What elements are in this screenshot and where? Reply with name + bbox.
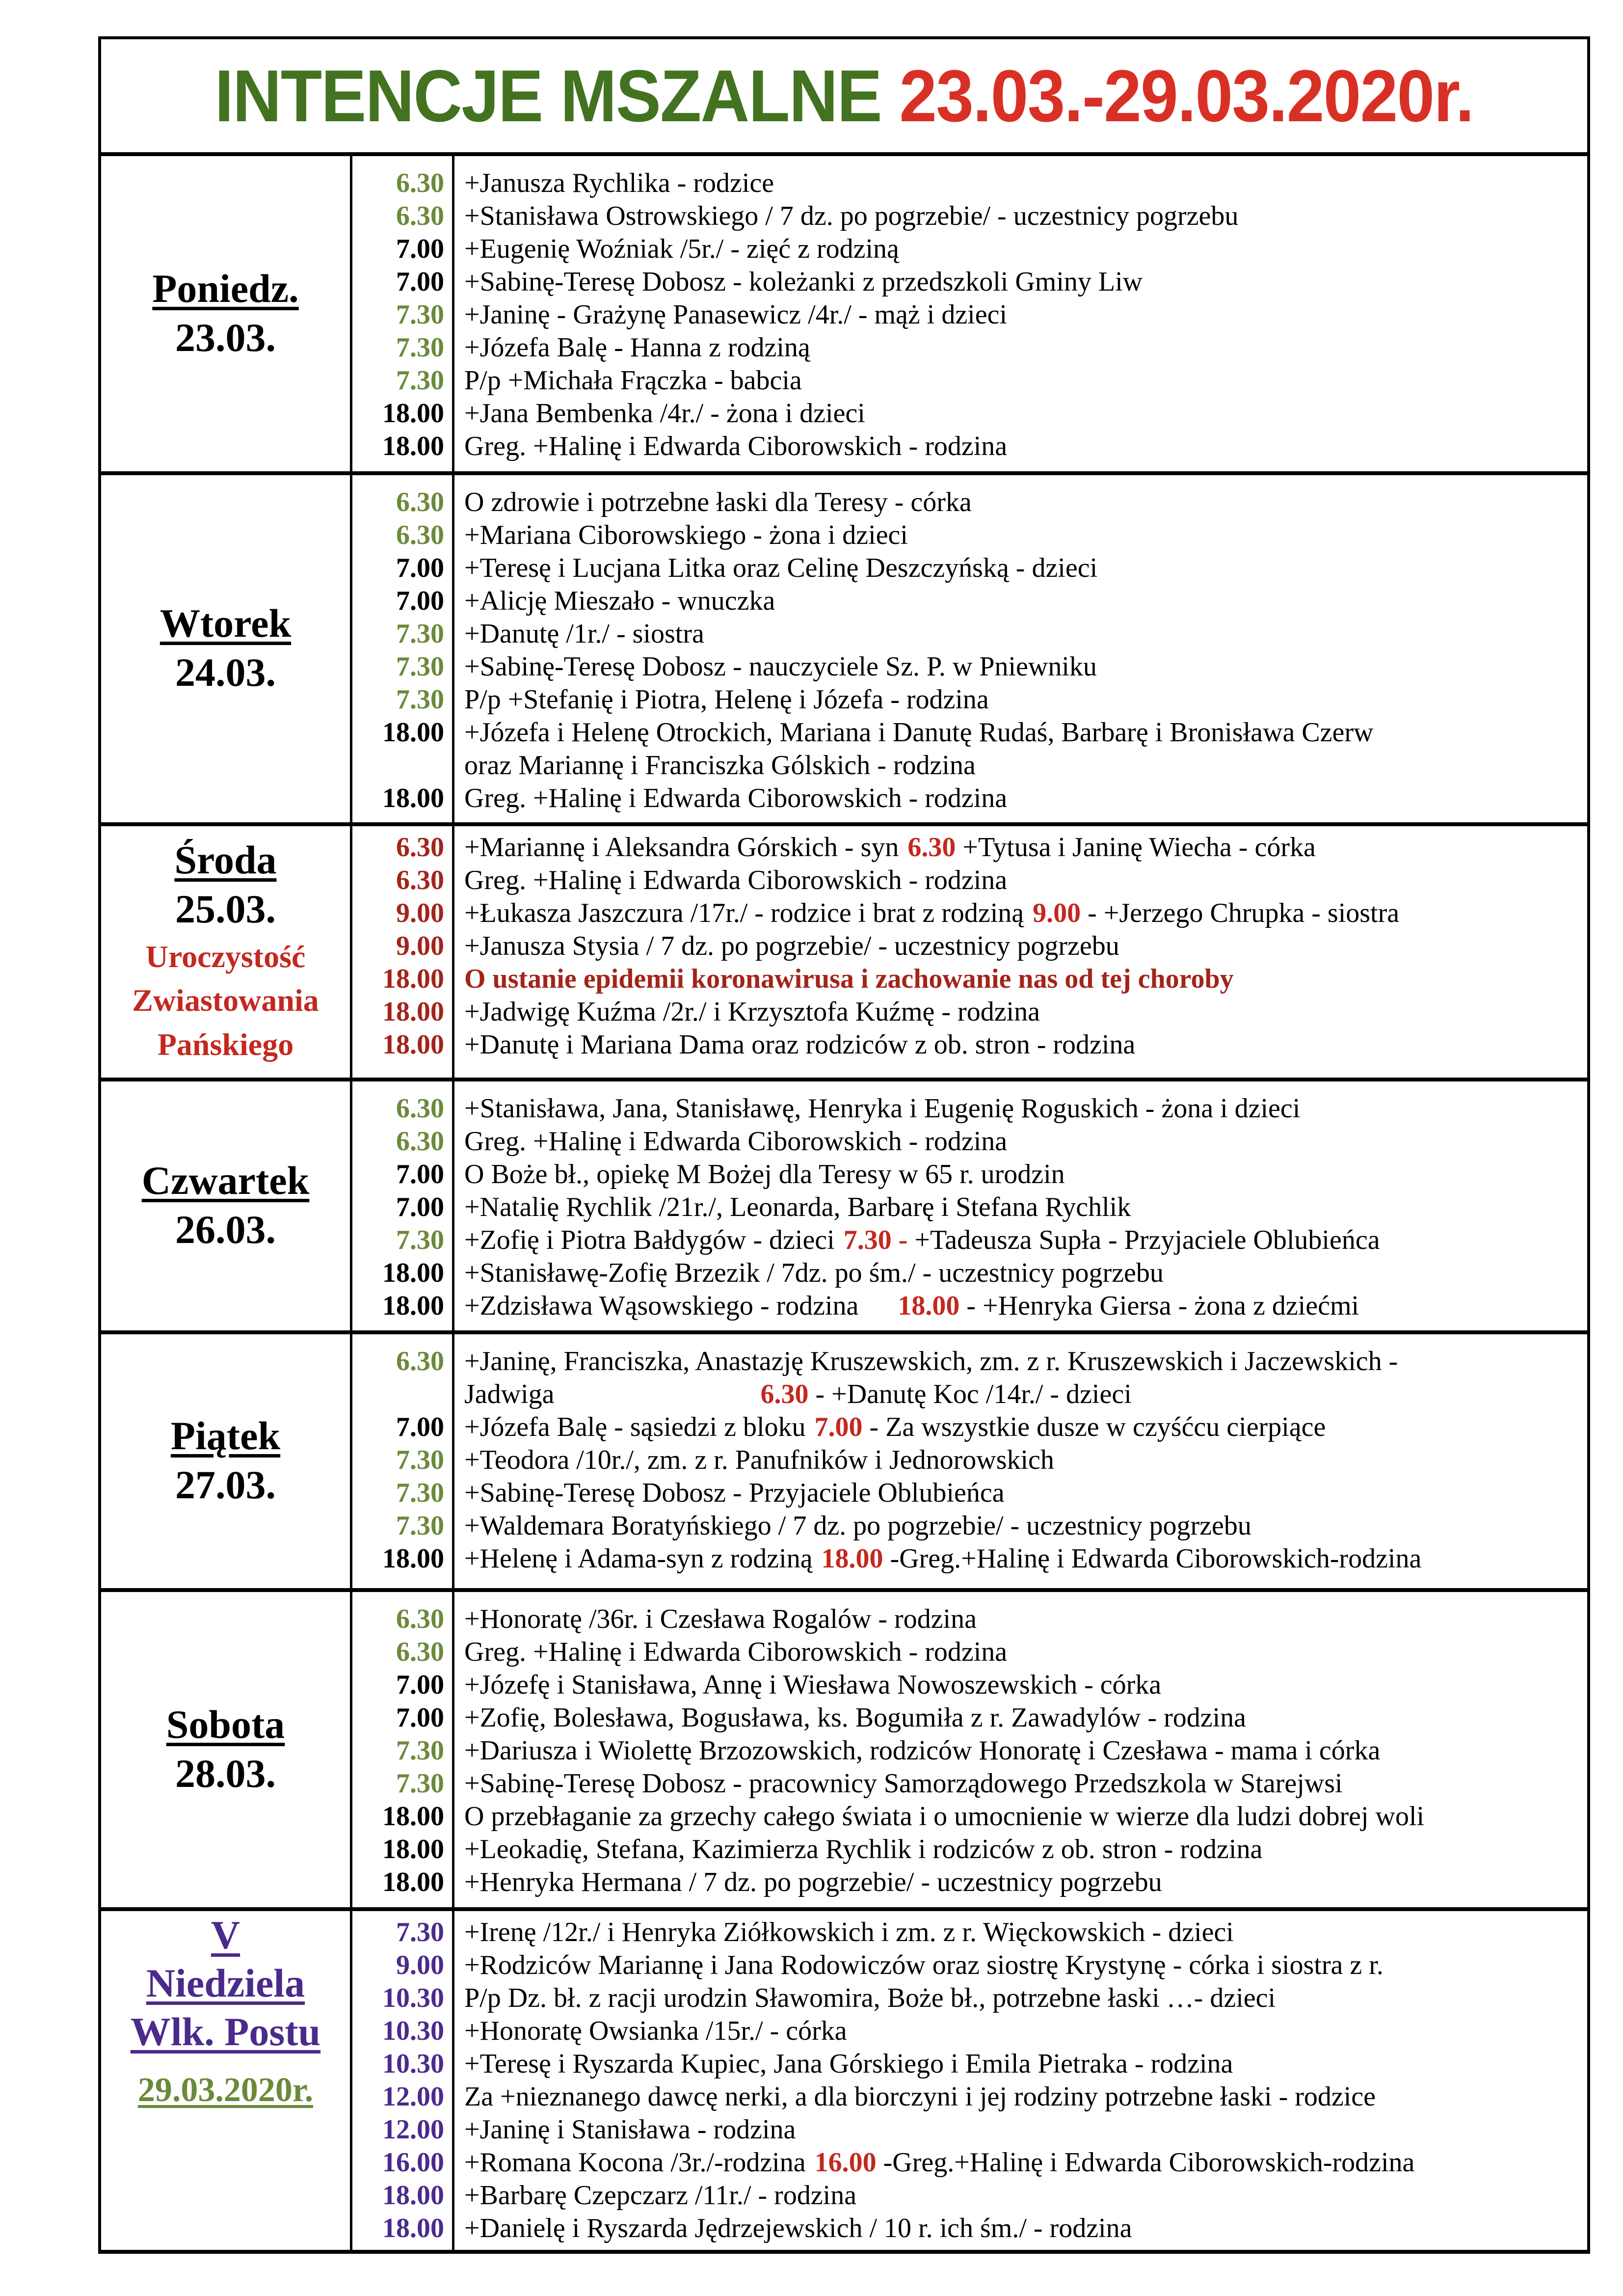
intention-line bbox=[464, 1510, 1587, 1542]
intention-line bbox=[464, 963, 1587, 996]
times-column bbox=[352, 1334, 454, 1588]
intention-line bbox=[464, 364, 1587, 397]
intention-line bbox=[464, 200, 1587, 233]
day-date: 28.03. bbox=[175, 1751, 276, 1796]
mass-time: 12.00 bbox=[382, 2114, 444, 2145]
intentions-column bbox=[454, 826, 1587, 1078]
intention-text: +Honoratę Owsianka /15r./ - córka bbox=[464, 2016, 847, 2046]
intentions-column bbox=[454, 1334, 1587, 1588]
mass-time: 6.30 bbox=[396, 865, 444, 895]
intention-text: +Sabinę-Teresę Dobosz - pracownicy Samorządowego Przedszkola w Starejwsi bbox=[464, 1768, 1343, 1799]
intention-line bbox=[464, 1444, 1587, 1477]
intention-line bbox=[464, 683, 1587, 716]
mass-time: 7.00 bbox=[396, 1702, 444, 1733]
intention-text: +Łukasza Jaszczura /17r./ - rodzice i brat z rodziną bbox=[464, 898, 1024, 928]
intention-text: +Mariannę i Aleksandra Górskich - syn bbox=[464, 832, 899, 863]
inline-mass-time: 18.00 bbox=[898, 1291, 960, 1321]
mass-time: 12.00 bbox=[382, 2081, 444, 2112]
intention-text: +Honoratę /36r. i Czesława Rogalów - rodzina bbox=[464, 1604, 977, 1634]
intention-text: +Danutę /1r./ - siostra bbox=[464, 619, 704, 649]
intention-line bbox=[464, 1734, 1587, 1767]
mass-time: 18.00 bbox=[382, 964, 444, 994]
mass-time: 6.30 bbox=[396, 832, 444, 863]
intention-text: +Janusza Stysia / 7 dz. po pogrzebie/ - uczestnicy pogrzebu bbox=[464, 931, 1119, 961]
day-label bbox=[101, 826, 352, 1078]
day-label bbox=[101, 1592, 352, 1907]
day-name: V bbox=[211, 1913, 240, 1957]
intentions-column bbox=[454, 1911, 1587, 2250]
times-column bbox=[352, 1592, 454, 1907]
intention-text: +Janusza Rychlika - rodzice bbox=[464, 168, 774, 198]
intention-text: +Henryka Hermana / 7 dz. po pogrzebie/ - uczestnicy pogrzebu bbox=[464, 1867, 1162, 1897]
mass-time: 6.30 bbox=[396, 201, 444, 231]
mass-time: 7.00 bbox=[396, 267, 444, 297]
intention-line bbox=[464, 266, 1587, 298]
mass-time: 18.00 bbox=[382, 1867, 444, 1897]
inline-mass-time: 7.30 - bbox=[843, 1225, 908, 1255]
intention-line bbox=[464, 1603, 1587, 1636]
intention-line bbox=[464, 1477, 1587, 1510]
intention-text-extra: - +Henryka Giersa - żona z dziećmi bbox=[959, 1291, 1359, 1321]
intention-text: +Józefę i Stanisława, Annę i Wiesława Nowoszewskich - córka bbox=[464, 1670, 1162, 1700]
intention-text: +Zofię, Bolesława, Bogusława, ks. Bogumiła z r. Zawadylów - rodzina bbox=[464, 1702, 1246, 1733]
day-name: Czwartek bbox=[141, 1158, 310, 1203]
title-main: INTENCJE MSZALNE bbox=[214, 54, 882, 137]
mass-time: 18.00 bbox=[382, 1258, 444, 1288]
inline-mass-time: 9.00 bbox=[1033, 898, 1081, 928]
mass-time: 18.00 bbox=[382, 1291, 444, 1321]
intention-line bbox=[464, 650, 1587, 683]
intention-line bbox=[464, 831, 1587, 864]
day-date: 24.03. bbox=[175, 650, 276, 695]
inline-mass-time: 6.30 bbox=[760, 1379, 809, 1409]
intention-text: P/p +Stefanię i Piotra, Helenę i Józefa - rodzina bbox=[464, 684, 989, 715]
mass-time: 10.30 bbox=[382, 2016, 444, 2046]
mass-time: 10.30 bbox=[382, 2049, 444, 2079]
mass-time: 18.00 bbox=[382, 997, 444, 1027]
mass-time: 6.30 bbox=[396, 1346, 444, 1377]
intention-text: +Danielę i Ryszarda Jędrzejewskich / 10 r. ich śm./ - rodzina bbox=[464, 2213, 1132, 2243]
mass-time: 7.30 bbox=[396, 1225, 444, 1255]
intention-line bbox=[464, 1411, 1587, 1444]
mass-time: 7.30 bbox=[396, 332, 444, 363]
day-name: Wtorek bbox=[160, 601, 292, 646]
intention-line bbox=[464, 1982, 1587, 2015]
intention-text-extra: +Tadeusza Supła - Przyjaciele Oblubieńca bbox=[907, 1225, 1380, 1255]
mass-time: 7.30 bbox=[396, 1735, 444, 1766]
intention-line bbox=[464, 298, 1587, 331]
intention-line bbox=[464, 2048, 1587, 2080]
intention-line bbox=[464, 1191, 1587, 1224]
mass-time: 7.00 bbox=[396, 1192, 444, 1222]
page-title bbox=[215, 54, 1474, 138]
intention-text-extra: - +Jerzego Chrupka - siostra bbox=[1081, 898, 1400, 928]
intention-text: +Sabinę-Teresę Dobosz - Przyjaciele Oblubieńca bbox=[464, 1478, 1005, 1508]
times-column bbox=[352, 826, 454, 1078]
intention-line bbox=[464, 1092, 1587, 1125]
intention-text: Greg. +Halinę i Edwarda Ciborowskich - rodzina bbox=[464, 1637, 1008, 1667]
mass-time: 16.00 bbox=[382, 2147, 444, 2178]
times-column bbox=[352, 156, 454, 471]
mass-time: 6.30 bbox=[396, 1604, 444, 1634]
day-name: Piątek bbox=[170, 1413, 281, 1459]
mass-time: 7.30 bbox=[396, 1511, 444, 1541]
intention-line bbox=[464, 996, 1587, 1028]
intention-line bbox=[464, 1833, 1587, 1866]
intention-line bbox=[464, 782, 1587, 815]
intention-text: Greg. +Halinę i Edwarda Ciborowskich - rodzina bbox=[464, 783, 1008, 813]
day-name: Wlk. Postu bbox=[130, 2009, 321, 2054]
intention-text: +Romana Kocona /3r./-rodzina bbox=[464, 2147, 806, 2178]
intention-line bbox=[464, 1949, 1587, 1982]
intention-line bbox=[464, 897, 1587, 930]
intention-text: +Teresę i Ryszarda Kupiec, Jana Górskiego i Emila Pietraka - rodzina bbox=[464, 2049, 1233, 2079]
intention-text: P/p Dz. bł. z racji urodzin Sławomira, Boże bł., potrzebne łaski …- dzieci bbox=[464, 1983, 1276, 2013]
intention-text: +Janinę i Stanisława - rodzina bbox=[464, 2114, 796, 2145]
mass-time: 18.00 bbox=[382, 1801, 444, 1832]
intention-line bbox=[464, 1345, 1587, 1378]
day-name: Sobota bbox=[166, 1702, 285, 1747]
intention-line bbox=[464, 930, 1587, 963]
intention-line bbox=[464, 331, 1587, 364]
intention-line bbox=[464, 1767, 1587, 1800]
title-dates: 23.03.-29.03.2020r. bbox=[899, 54, 1474, 137]
intention-text: Jadwiga bbox=[464, 1379, 555, 1409]
intention-text: +Eugenię Woźniak /5r./ - zięć z rodziną bbox=[464, 234, 899, 264]
intentions-column bbox=[454, 475, 1587, 822]
day-section bbox=[101, 826, 1587, 1081]
intention-line bbox=[464, 716, 1587, 749]
mass-time: 18.00 bbox=[382, 431, 444, 461]
intention-line bbox=[464, 2080, 1587, 2113]
intention-line bbox=[464, 2015, 1587, 2048]
intention-text: Greg. +Halinę i Edwarda Ciborowskich - rodzina bbox=[464, 1126, 1008, 1157]
intention-text: +Jana Bembenka /4r./ - żona i dzieci bbox=[464, 398, 865, 429]
intention-line bbox=[464, 1224, 1587, 1257]
mass-time: 7.30 bbox=[396, 299, 444, 330]
intention-text: +Zofię i Piotra Bałdygów - dzieci bbox=[464, 1225, 835, 1255]
intention-line bbox=[464, 2113, 1587, 2146]
day-section bbox=[101, 1592, 1587, 1911]
intention-text-extra: -Greg.+Halinę i Edwarda Ciborowskich-rodzina bbox=[883, 1543, 1422, 1574]
intention-text: +Irenę /12r./ i Henryka Ziółkowskich i zm. z r. Więckowskich - dzieci bbox=[464, 1917, 1234, 1947]
feast-label: Pańskiego bbox=[157, 1027, 294, 1062]
mass-time: 18.00 bbox=[382, 398, 444, 429]
intentions-column bbox=[454, 156, 1587, 471]
intention-line bbox=[464, 1378, 1587, 1411]
mass-time: 18.00 bbox=[382, 717, 444, 748]
mass-time: 7.30 bbox=[396, 684, 444, 715]
times-column bbox=[352, 1081, 454, 1330]
mass-time bbox=[352, 1378, 444, 1411]
intention-line bbox=[464, 397, 1587, 430]
mass-time: 7.30 bbox=[396, 651, 444, 682]
mass-time: 18.00 bbox=[382, 783, 444, 813]
day-section bbox=[101, 475, 1587, 826]
intention-line bbox=[464, 1702, 1587, 1734]
mass-time: 18.00 bbox=[382, 2180, 444, 2211]
intention-line bbox=[464, 233, 1587, 266]
intention-text: Greg. +Halinę i Edwarda Ciborowskich - rodzina bbox=[464, 865, 1008, 895]
feast-label: Zwiastowania bbox=[132, 983, 319, 1018]
intention-line bbox=[464, 430, 1587, 463]
intention-line bbox=[464, 864, 1587, 897]
intention-line bbox=[464, 1866, 1587, 1899]
day-section bbox=[101, 1334, 1587, 1592]
mass-time: 6.30 bbox=[396, 168, 444, 198]
intentions-column bbox=[454, 1081, 1587, 1330]
intention-text: +Barbarę Czepczarz /11r./ - rodzina bbox=[464, 2180, 857, 2211]
mass-time: 18.00 bbox=[382, 2213, 444, 2243]
intention-text: +Rodziców Mariannę i Jana Rodowiczów oraz siostrę Krystynę - córka i siostra z r. bbox=[464, 1950, 1384, 1980]
intention-line bbox=[464, 618, 1587, 650]
day-name: Poniedz. bbox=[152, 266, 299, 311]
times-column bbox=[352, 475, 454, 822]
intention-text: +Józefa Balę - Hanna z rodziną bbox=[464, 332, 810, 363]
day-label bbox=[101, 1081, 352, 1330]
inline-mass-time: 7.00 bbox=[814, 1412, 863, 1442]
intention-line bbox=[464, 1290, 1587, 1323]
intention-line bbox=[464, 167, 1587, 200]
intention-line bbox=[464, 1158, 1587, 1191]
mass-time: 7.00 bbox=[396, 1412, 444, 1442]
mass-time: 7.30 bbox=[396, 1478, 444, 1508]
intention-line bbox=[464, 1542, 1587, 1575]
mass-time: 7.30 bbox=[396, 1917, 444, 1947]
day-label bbox=[101, 156, 352, 471]
days-container bbox=[101, 156, 1587, 2250]
day-name: Niedziela bbox=[146, 1961, 305, 2006]
intention-line bbox=[464, 2146, 1587, 2179]
intention-text-extra: - +Danutę Koc /14r./ - dzieci bbox=[808, 1379, 1132, 1409]
intention-line bbox=[464, 486, 1587, 519]
intention-text: +Natalię Rychlik /21r./, Leonarda, Barbarę i Stefana Rychlik bbox=[464, 1192, 1131, 1222]
intention-text: +Stanisława Ostrowskiego / 7 dz. po pogrzebie/ - uczestnicy pogrzebu bbox=[464, 201, 1239, 231]
mass-time: 7.00 bbox=[396, 553, 444, 583]
day-label bbox=[101, 1911, 352, 2250]
intention-text: +Leokadię, Stefana, Kazimierza Rychlik i rodziców z ob. stron - rodzina bbox=[464, 1834, 1263, 1864]
intentions-column bbox=[454, 1592, 1587, 1907]
intention-text: +Dariusza i Wiolettę Brzozowskich, rodziców Honoratę i Czesława - mama i córka bbox=[464, 1735, 1381, 1766]
mass-time: 6.30 bbox=[396, 1093, 444, 1124]
mass-time: 7.00 bbox=[396, 586, 444, 616]
mass-time: 9.00 bbox=[396, 931, 444, 961]
mass-time: 7.30 bbox=[396, 1445, 444, 1475]
mass-time: 6.30 bbox=[396, 1637, 444, 1667]
intention-text: +Alicję Mieszało - wnuczka bbox=[464, 586, 775, 616]
intention-text: +Danutę i Mariana Dama oraz rodziców z ob. stron - rodzina bbox=[464, 1029, 1136, 1060]
intention-text: +Stanisława, Jana, Stanisławę, Henryka i Eugenię Roguskich - żona i dzieci bbox=[464, 1093, 1301, 1124]
mass-time: 7.00 bbox=[396, 234, 444, 264]
mass-time bbox=[352, 749, 444, 782]
mass-time: 9.00 bbox=[396, 898, 444, 928]
intention-line bbox=[464, 552, 1587, 585]
intention-line bbox=[464, 749, 1587, 782]
day-date: 27.03. bbox=[175, 1462, 276, 1508]
intention-text: oraz Mariannę i Franciszka Gólskich - rodzina bbox=[464, 750, 976, 781]
intention-text: Za +nieznanego dawcę nerki, a dla biorczyni i jej rodziny potrzebne łaski - rodzice bbox=[464, 2081, 1376, 2112]
day-name: Środa bbox=[174, 837, 277, 882]
intention-line bbox=[464, 1125, 1587, 1158]
intention-text: +Waldemara Boratyńskiego / 7 dz. po pogrzebie/ - uczestnicy pogrzebu bbox=[464, 1511, 1251, 1541]
mass-time: 6.30 bbox=[396, 520, 444, 550]
intention-line bbox=[464, 1800, 1587, 1833]
intention-line bbox=[464, 519, 1587, 552]
intention-text: +Sabinę-Teresę Dobosz - koleżanki z przedszkoli Gminy Liw bbox=[464, 267, 1143, 297]
intention-text: O ustanie epidemii koronawirusa i zachowanie nas od tej choroby bbox=[464, 964, 1234, 994]
intention-text-extra: +Tytusa i Janinę Wiecha - córka bbox=[956, 832, 1316, 863]
inline-mass-time: 6.30 bbox=[907, 832, 956, 863]
intention-line bbox=[464, 585, 1587, 618]
inline-mass-time: 16.00 bbox=[814, 2147, 877, 2178]
mass-time: 9.00 bbox=[396, 1950, 444, 1980]
times-column bbox=[352, 1911, 454, 2250]
intention-line bbox=[464, 1257, 1587, 1290]
intention-text: O przebłaganie za grzechy całego świata i o umocnienie w wierze dla ludzi dobrej woli bbox=[464, 1801, 1425, 1832]
mass-time: 18.00 bbox=[382, 1834, 444, 1864]
mass-time: 18.00 bbox=[382, 1029, 444, 1060]
intention-line bbox=[464, 1916, 1587, 1949]
intention-text: +Józefa i Helenę Otrockich, Mariana i Danutę Rudaś, Barbarę i Bronisława Czerw bbox=[464, 717, 1374, 748]
intention-line bbox=[464, 2179, 1587, 2212]
mass-time: 7.00 bbox=[396, 1159, 444, 1189]
day-section bbox=[101, 156, 1587, 475]
feast-label: Uroczystość bbox=[145, 939, 306, 974]
intention-text: +Janinę, Franciszka, Anastazję Kruszewskich, zm. z r. Kruszewskich i Jaczewskich - bbox=[464, 1346, 1398, 1377]
mass-time: 7.30 bbox=[396, 365, 444, 396]
day-date: 25.03. bbox=[175, 887, 276, 932]
intention-line bbox=[464, 1636, 1587, 1669]
intention-text: O zdrowie i potrzebne łaski dla Teresy - córka bbox=[464, 487, 972, 517]
mass-time: 10.30 bbox=[382, 1983, 444, 2013]
day-section bbox=[101, 1081, 1587, 1334]
intention-line bbox=[464, 1669, 1587, 1702]
intention-line bbox=[464, 1028, 1587, 1061]
intention-text: +Teresę i Lucjana Litka oraz Celinę Deszczyńską - dzieci bbox=[464, 553, 1098, 583]
intention-text: +Mariana Ciborowskiego - żona i dzieci bbox=[464, 520, 908, 550]
intention-line bbox=[464, 2212, 1587, 2245]
intention-text: +Józefa Balę - sąsiedzi z bloku bbox=[464, 1412, 806, 1442]
day-date: 26.03. bbox=[175, 1207, 276, 1252]
intention-text: +Zdzisława Wąsowskiego - rodzina bbox=[464, 1291, 859, 1321]
intentions-table bbox=[98, 36, 1590, 2254]
mass-time: 18.00 bbox=[382, 1543, 444, 1574]
intention-text: +Stanisławę-Zofię Brzezik / 7dz. po śm./ - uczestnicy pogrzebu bbox=[464, 1258, 1164, 1288]
intention-text: +Jadwigę Kuźma /2r./ i Krzysztofa Kuźmę - rodzina bbox=[464, 997, 1040, 1027]
intention-text: +Janinę - Grażynę Panasewicz /4r./ - mąż i dzieci bbox=[464, 299, 1007, 330]
intention-text-extra: - Za wszystkie dusze w czyśćcu cierpiące bbox=[862, 1412, 1326, 1442]
intention-text: +Sabinę-Teresę Dobosz - nauczyciele Sz. P. w Pniewniku bbox=[464, 651, 1097, 682]
mass-time: 7.00 bbox=[396, 1670, 444, 1700]
mass-time: 7.30 bbox=[396, 1768, 444, 1799]
mass-time: 7.30 bbox=[396, 619, 444, 649]
intention-text: +Helenę i Adama-syn z rodziną bbox=[464, 1543, 813, 1574]
inline-mass-time: 18.00 bbox=[821, 1543, 883, 1574]
day-label bbox=[101, 475, 352, 822]
day-label bbox=[101, 1334, 352, 1588]
day-date: 29.03.2020r. bbox=[137, 2071, 314, 2109]
intention-text: +Teodora /10r./, zm. z r. Panufników i Jednorowskich bbox=[464, 1445, 1054, 1475]
day-section bbox=[101, 1911, 1587, 2250]
mass-time: 6.30 bbox=[396, 487, 444, 517]
mass-time: 6.30 bbox=[396, 1126, 444, 1157]
intention-text: O Boże bł., opiekę M Bożej dla Teresy w 65 r. urodzin bbox=[464, 1159, 1065, 1189]
intention-text: P/p +Michała Frączka - babcia bbox=[464, 365, 802, 396]
title-row bbox=[101, 39, 1587, 156]
intention-text: Greg. +Halinę i Edwarda Ciborowskich - rodzina bbox=[464, 431, 1008, 461]
day-date: 23.03. bbox=[175, 315, 276, 360]
intention-text-extra: -Greg.+Halinę i Edwarda Ciborowskich-rodzina bbox=[876, 2147, 1415, 2178]
